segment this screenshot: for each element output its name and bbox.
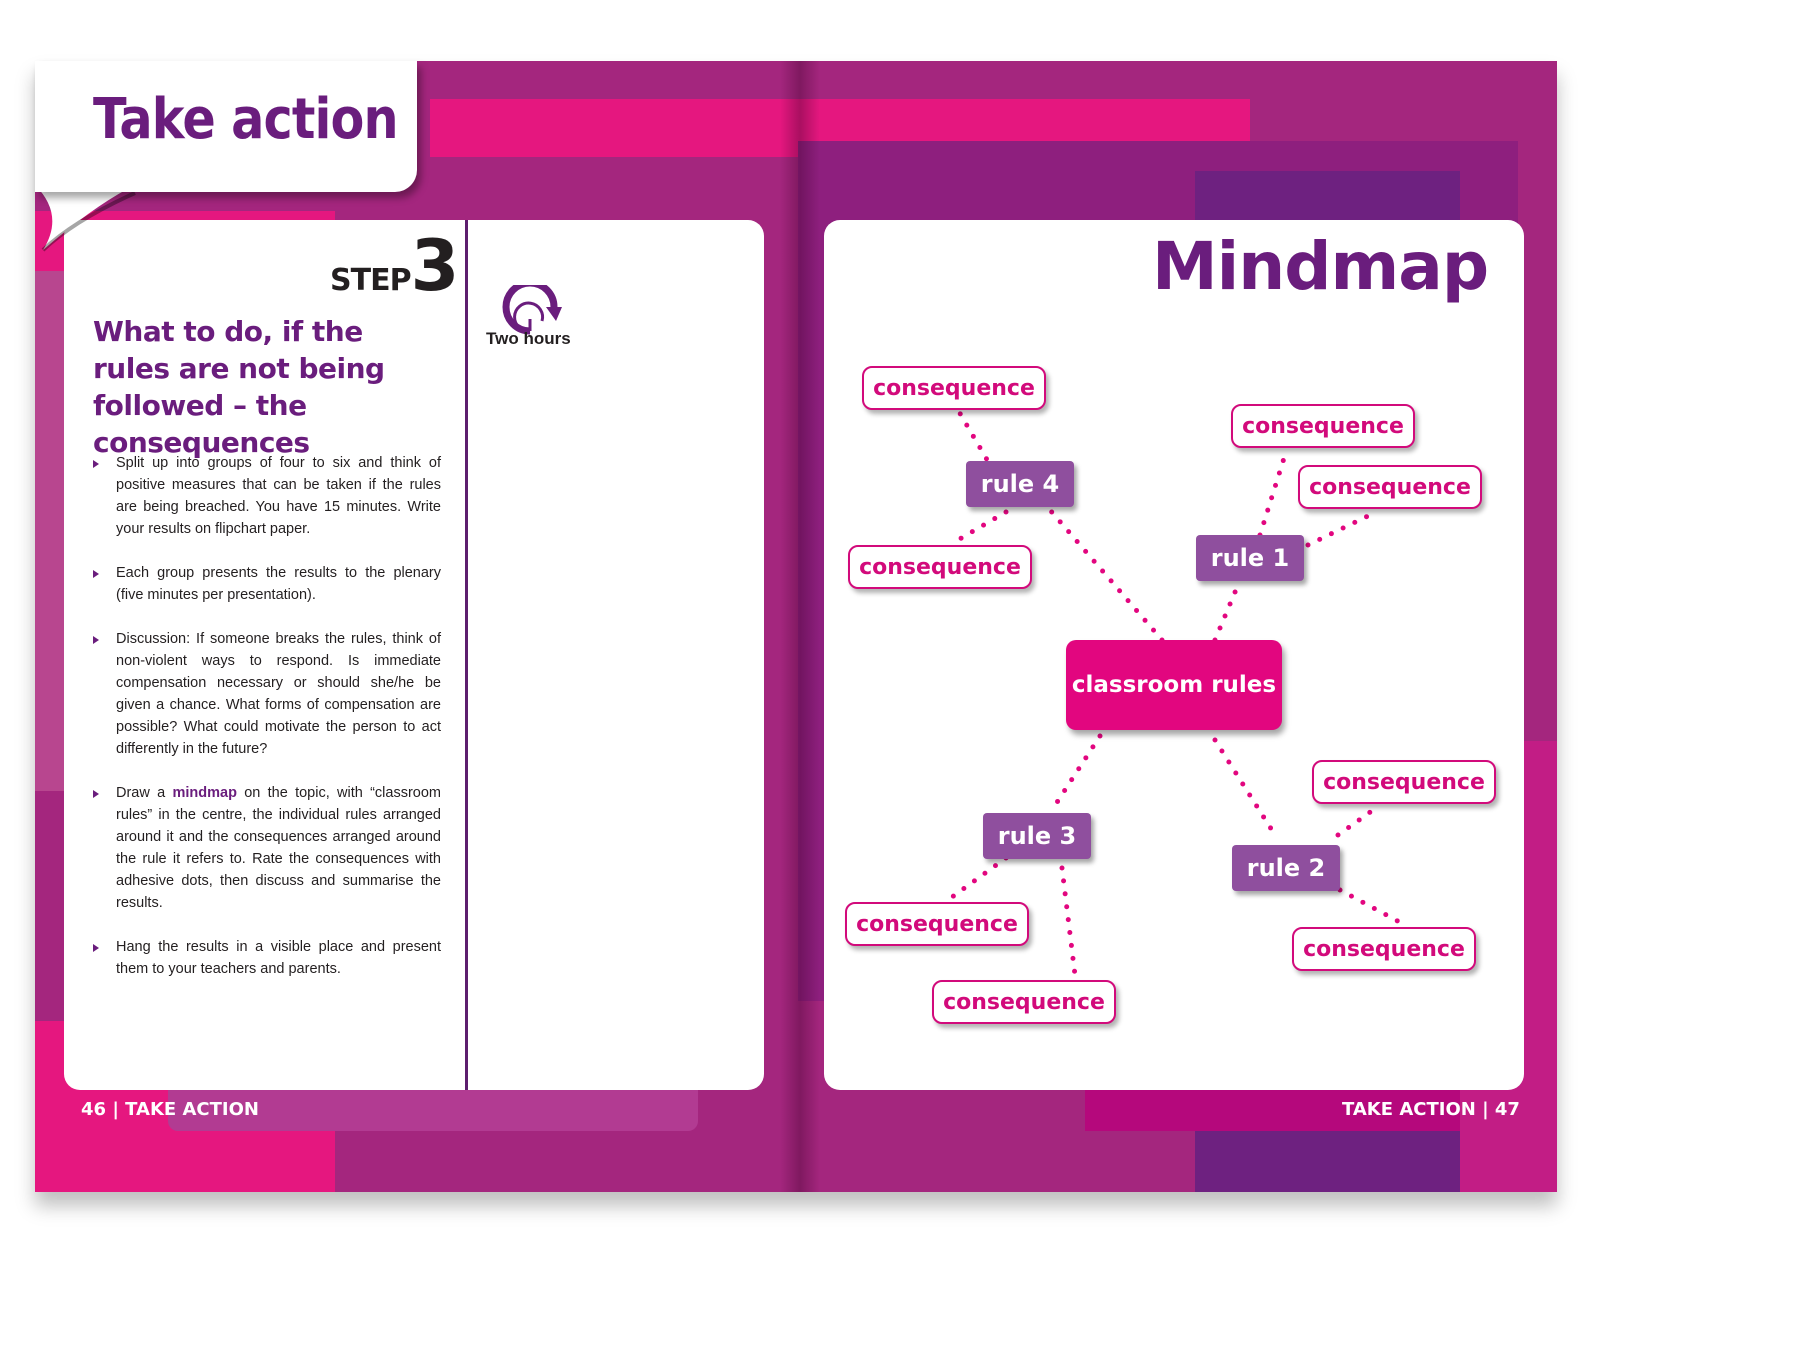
mindmap-rule-4: rule 4 bbox=[966, 461, 1074, 507]
mindmap-consequence: consequence bbox=[848, 545, 1032, 589]
mindmap-consequence: consequence bbox=[845, 902, 1029, 946]
connector-line bbox=[1050, 510, 1162, 640]
connector-line bbox=[1340, 890, 1405, 925]
step-label: STEP bbox=[330, 263, 411, 298]
mindmap-consequence: consequence bbox=[932, 980, 1116, 1024]
connector-line bbox=[1215, 740, 1275, 835]
left-page-footer: 46 | TAKE ACTION bbox=[81, 1099, 259, 1120]
connector-line bbox=[1052, 736, 1100, 810]
list-item-text: Split up into groups of four to six and think of positive measures that can be taken if the rules are being breached. You have 15 minutes. Write your results on flipchart paper. bbox=[116, 455, 441, 537]
section-heading: What to do, if the rules are not being followed – the consequences bbox=[93, 315, 385, 459]
connector-line bbox=[958, 512, 1006, 540]
list-item-text: Draw a bbox=[116, 785, 173, 801]
connector-line bbox=[1338, 808, 1376, 835]
list-item-text: Each group presents the results to the plenary (five minutes per presentation). bbox=[116, 565, 441, 603]
title-speech-bubble bbox=[35, 61, 417, 192]
mindmap-consequence: consequence bbox=[862, 366, 1046, 410]
speech-bubble-tail bbox=[35, 185, 145, 255]
list-item-text: on the topic, with “classroom rules” in the centre, the individual rules arranged around it and the consequences arranged around the rule it refers to. Rate the consequences with adhesive dots, then discuss and summarise the results. bbox=[116, 785, 441, 911]
connector-line bbox=[1260, 455, 1285, 535]
right-page-footer: TAKE ACTION | 47 bbox=[1342, 1099, 1520, 1120]
mindmap-title: Mindmap bbox=[1152, 228, 1489, 305]
mindmap-consequence: consequence bbox=[1292, 927, 1476, 971]
mindmap-consequence: consequence bbox=[1231, 404, 1415, 448]
mindmap-consequence: consequence bbox=[1298, 465, 1482, 509]
keyword-mindmap: mindmap bbox=[172, 785, 237, 801]
connector-line bbox=[1308, 515, 1370, 545]
connector-line bbox=[1215, 585, 1238, 640]
mindmap-rule-1: rule 1 bbox=[1196, 535, 1304, 581]
list-item-text: Hang the results in a visible place and present them to your teachers and parents. bbox=[116, 939, 441, 977]
banner-title: Take action bbox=[93, 87, 398, 152]
connector-line bbox=[1062, 868, 1075, 975]
step-number: 3 bbox=[410, 225, 458, 307]
mindmap-center-node: classroom rules bbox=[1066, 640, 1282, 730]
list-item-text: Discussion: If someone breaks the rules, think of non-violent ways to respond. Is immediate compensation necessary or should she/he be given a chance. What forms of compensation are possible? What could motivate the person to act differently in the future? bbox=[116, 631, 441, 757]
mindmap-rule-3: rule 3 bbox=[983, 813, 1091, 859]
mindmap-rule-2: rule 2 bbox=[1232, 845, 1340, 891]
connector-line bbox=[948, 858, 1006, 900]
duration-label: Two hours bbox=[486, 329, 571, 348]
mindmap-consequence: consequence bbox=[1312, 760, 1496, 804]
